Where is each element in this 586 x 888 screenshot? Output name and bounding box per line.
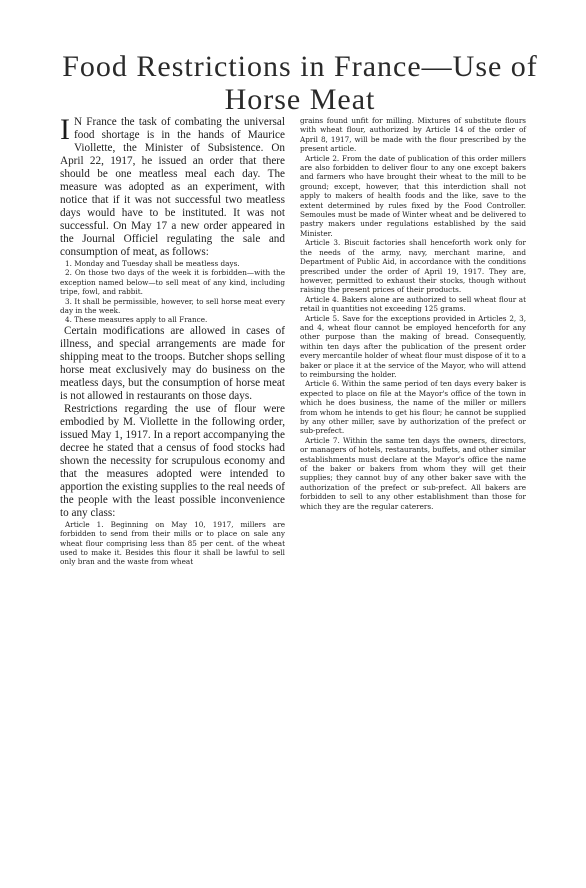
meat-rule-4: 4. These measures apply to all France. [65,315,208,325]
meat-rule-3: 3. It shall be permissible, however, to sell horse meat every day in the week. [60,296,285,316]
flour-article-1-continued: grains found unfit for milling. Mixtures of substitute flours with wheat flour, authorized by Article 14 of the order of April 8, 1917, will be made with the flour prescribed by the present article. [300,116,526,154]
flour-article-7: Article 7. Within the same ten days the owners, directors, or managers of hotels, restaurants, buffets, and other similar establishments must declare at the Mayor's office the name of the baker or bakers from whom they will get their supplies; they cannot buy of any other baker save with the authorization of the prefect or sub-prefect. All bakers are forbidden to sell to any other establishment than those for which they are the regular caterers. [300,435,526,511]
modifications-paragraph: Certain modifications are allowed in cases of illness, and special arrangements are made for shipping meat to the troops. Butcher shops selling horse meat exclusively may do business on the meatless days, but the consumption of horse meat is not allowed in restaurants on those days. [60,324,285,402]
drop-cap: I [60,113,70,146]
flour-article-1: Article 1. Beginning on May 10, 1917, millers are forbidden to send from their mills or to place on sale any wheat flour comprising less than 85 per cent. of the wheat used to make it. Besides this flour it shall be lawful to sell only bran and the waste from wheat [60,519,285,567]
flour-article-3: Article 3. Biscuit factories shall henceforth work only for the needs of the army, navy, merchant marine, and Department of Public Aid, in accordance with the conditions prescribed under the order of April 19, 1917. They are, however, permitted to exhaust their stocks, though without raising the present prices of their products. [300,238,526,295]
flour-article-2: Article 2. From the date of publication of this order millers are also forbidden to deliver flour to any one except bakers and farmers who have brought their wheat to the mill to be ground; except, however, that this interdiction shall not apply to makers of health foods and the like, save to the extent determined by rules fixed by the Food Controller. Semoules must be made of Winter wheat and be delivered to pastry makers under regulations established by the said Minister. [300,153,526,238]
flour-article-5: Article 5. Save for the exceptions provided in Articles 2, 3, and 4, wheat flour cannot be employed henceforth for any other purpose than the making of bread. Consequently, within ten days after the publication of the present order every mercantile holder of wheat flour must dispose of it to a baker or place it at the service of the Mayor, who will attend to reimbursing the holder. [300,313,526,379]
meat-rule-2: 2. On those two days of the week it is forbidden—with the exception named below—to sell meat of any kind, including tripe, fowl, and rabbit. [60,268,285,297]
meat-rule-1: 1. Monday and Tuesday shall be meatless days. [65,259,240,268]
left-column [60,113,285,567]
article-title: Food Restrictions in France—Use of Horse Meat [62,50,538,116]
flour-article-4: Article 4. Bakers alone are authorized to sell wheat flour at retail in quantities not exceeding 125 grams. [300,294,526,314]
flour-restrictions-paragraph: Restrictions regarding the use of flour were embodied by M. Viollette in the following order, issued May 1, 1917. In a report accompanying the decree he stated that a census of food stocks had shown the necessity for scrupulous economy and that the measures adopted were intended to apportion the existing supplies to the real needs of the people with the least possible inconvenience to any class: [60,402,285,519]
right-column [300,116,526,511]
intro-paragraph [60,113,285,259]
flour-article-6: Article 6. Within the same period of ten days every baker is expected to place on file at the Mayor's office of the town in which he does business, the name of the miller or millers from whom he intends to get his flour; he cannot be supplied by any other miller, save by authorization of the prefect or sub-prefect. [300,379,526,436]
intro-text: N France the task of combating the universal food shortage is in the hands of Maurice Viollette, the Minister of Subsistence. On April 22, 1917, he issued an order that there should be one meatless meal each day. The measure was adopted as an experiment, with notice that if it was not successful two meatless days would have to be instituted. It was not successful. On May 17 a new order appeared in the Journal Officiel regulating the sale and consumption of meat, as follows: [60,116,285,258]
